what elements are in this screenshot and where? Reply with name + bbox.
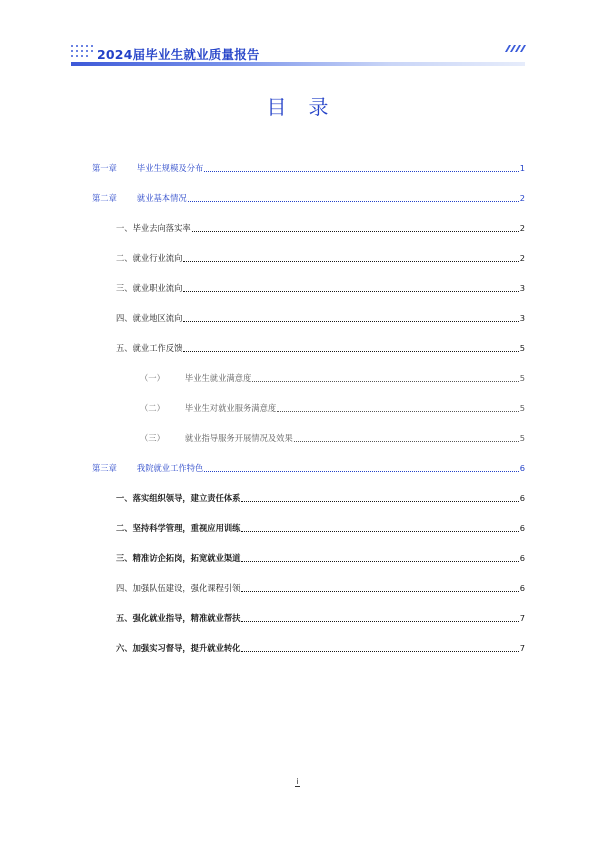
dot-leader bbox=[294, 440, 519, 442]
dot-leader bbox=[277, 410, 519, 412]
toc-entry-label: 五、就业工作反馈 bbox=[116, 343, 183, 353]
toc-page-number: 6 bbox=[519, 463, 525, 473]
toc-entry-label: 二、坚持科学管理，重视应用训练 bbox=[116, 523, 241, 533]
toc-entry-label: 毕业生规模及分布 bbox=[136, 163, 204, 173]
page-header bbox=[0, 0, 595, 70]
toc-entry-label: 就业基本情况 bbox=[136, 193, 187, 203]
toc-entry-section[interactable] bbox=[116, 580, 525, 594]
dot-leader bbox=[192, 230, 519, 232]
toc-entry-section[interactable] bbox=[116, 340, 525, 354]
page-footer bbox=[0, 777, 595, 786]
toc-entry-subsection[interactable] bbox=[140, 400, 525, 414]
dot-leader bbox=[188, 200, 519, 202]
toc-page-number: 7 bbox=[519, 643, 525, 653]
toc-chapter-number: 第三章 bbox=[92, 463, 117, 473]
toc-entry-chapter-2[interactable] bbox=[92, 190, 525, 204]
toc-entry-label: 就业指导服务开展情况及效果 bbox=[184, 433, 293, 443]
dot-leader bbox=[241, 530, 518, 532]
toc-sub-number: （三） bbox=[140, 433, 165, 443]
toc-entry-section[interactable] bbox=[116, 490, 525, 504]
toc-page-number: 2 bbox=[519, 193, 525, 203]
toc-page-number: 5 bbox=[519, 373, 525, 383]
toc-entry-section[interactable] bbox=[116, 250, 525, 264]
toc-entry-label: 五、强化就业指导，精准就业帮扶 bbox=[116, 613, 241, 623]
dot-leader bbox=[183, 350, 518, 352]
toc-entry-label: 我院就业工作特色 bbox=[136, 463, 204, 473]
toc-chapter-number: 第二章 bbox=[92, 193, 117, 203]
toc-page-number: 3 bbox=[519, 283, 525, 293]
stripes-decoration-icon bbox=[505, 45, 525, 52]
toc-page-number: 5 bbox=[519, 403, 525, 413]
toc-entry-label: 六、加强实习督导，提升就业转化 bbox=[116, 643, 241, 653]
dots-decoration-icon bbox=[71, 45, 93, 59]
toc-page-number: 7 bbox=[519, 613, 525, 623]
dot-leader bbox=[183, 290, 518, 292]
report-title: 2024届毕业生就业质量报告 bbox=[97, 47, 260, 62]
toc-page-number: 6 bbox=[519, 523, 525, 533]
toc-entry-chapter-3[interactable] bbox=[92, 460, 525, 474]
toc-page-number: 6 bbox=[519, 553, 525, 563]
toc-entry-chapter-1[interactable] bbox=[92, 160, 525, 174]
dot-leader bbox=[183, 260, 518, 262]
dot-leader bbox=[204, 470, 518, 472]
toc-entry-label: 二、就业行业流向 bbox=[116, 253, 183, 263]
toc-page-number: 3 bbox=[519, 313, 525, 323]
toc-sub-number: （二） bbox=[140, 403, 165, 413]
toc-entry-label: 毕业生对就业服务满意度 bbox=[184, 403, 277, 413]
toc-entry-subsection[interactable] bbox=[140, 430, 525, 444]
toc-entry-label: 一、毕业去向落实率 bbox=[116, 223, 191, 233]
toc-page-number: 2 bbox=[519, 253, 525, 263]
header-divider bbox=[71, 62, 525, 66]
toc-entry-label: 四、就业地区流向 bbox=[116, 313, 183, 323]
toc-entry-section[interactable] bbox=[116, 280, 525, 294]
toc-page-number: 1 bbox=[519, 163, 525, 173]
dot-leader bbox=[241, 590, 518, 592]
toc-heading: 目录 bbox=[266, 95, 351, 119]
toc-page-number: 2 bbox=[519, 223, 525, 233]
toc-chapter-number: 第一章 bbox=[92, 163, 117, 173]
toc-entry-section[interactable] bbox=[116, 310, 525, 324]
toc-entry-subsection[interactable] bbox=[140, 370, 525, 384]
toc-page-number: 6 bbox=[519, 583, 525, 593]
toc-sub-number: （一） bbox=[140, 373, 165, 383]
toc-entry-label: 三、精准访企拓岗，拓宽就业渠道 bbox=[116, 553, 241, 563]
dot-leader bbox=[241, 650, 518, 652]
dot-leader bbox=[241, 500, 518, 502]
toc-entry-label: 毕业生就业满意度 bbox=[184, 373, 252, 383]
toc-entry-section[interactable] bbox=[116, 520, 525, 534]
footer-page-number: i bbox=[296, 777, 299, 786]
toc-entry-label: 三、就业职业流向 bbox=[116, 283, 183, 293]
toc-page-number: 6 bbox=[519, 493, 525, 503]
dot-leader bbox=[204, 170, 518, 172]
toc-entry-section[interactable] bbox=[116, 550, 525, 564]
dot-leader bbox=[241, 560, 518, 562]
toc-entry-section[interactable] bbox=[116, 220, 525, 234]
dot-leader bbox=[252, 380, 518, 382]
toc-entry-label: 四、加强队伍建设，强化课程引领 bbox=[116, 583, 241, 593]
toc-entry-section[interactable] bbox=[116, 640, 525, 654]
toc-page-number: 5 bbox=[519, 433, 525, 443]
dot-leader bbox=[241, 620, 518, 622]
toc-page-number: 5 bbox=[519, 343, 525, 353]
toc-entry-section[interactable] bbox=[116, 610, 525, 624]
toc-entry-label: 一、落实组织领导，建立责任体系 bbox=[116, 493, 241, 503]
dot-leader bbox=[183, 320, 518, 322]
